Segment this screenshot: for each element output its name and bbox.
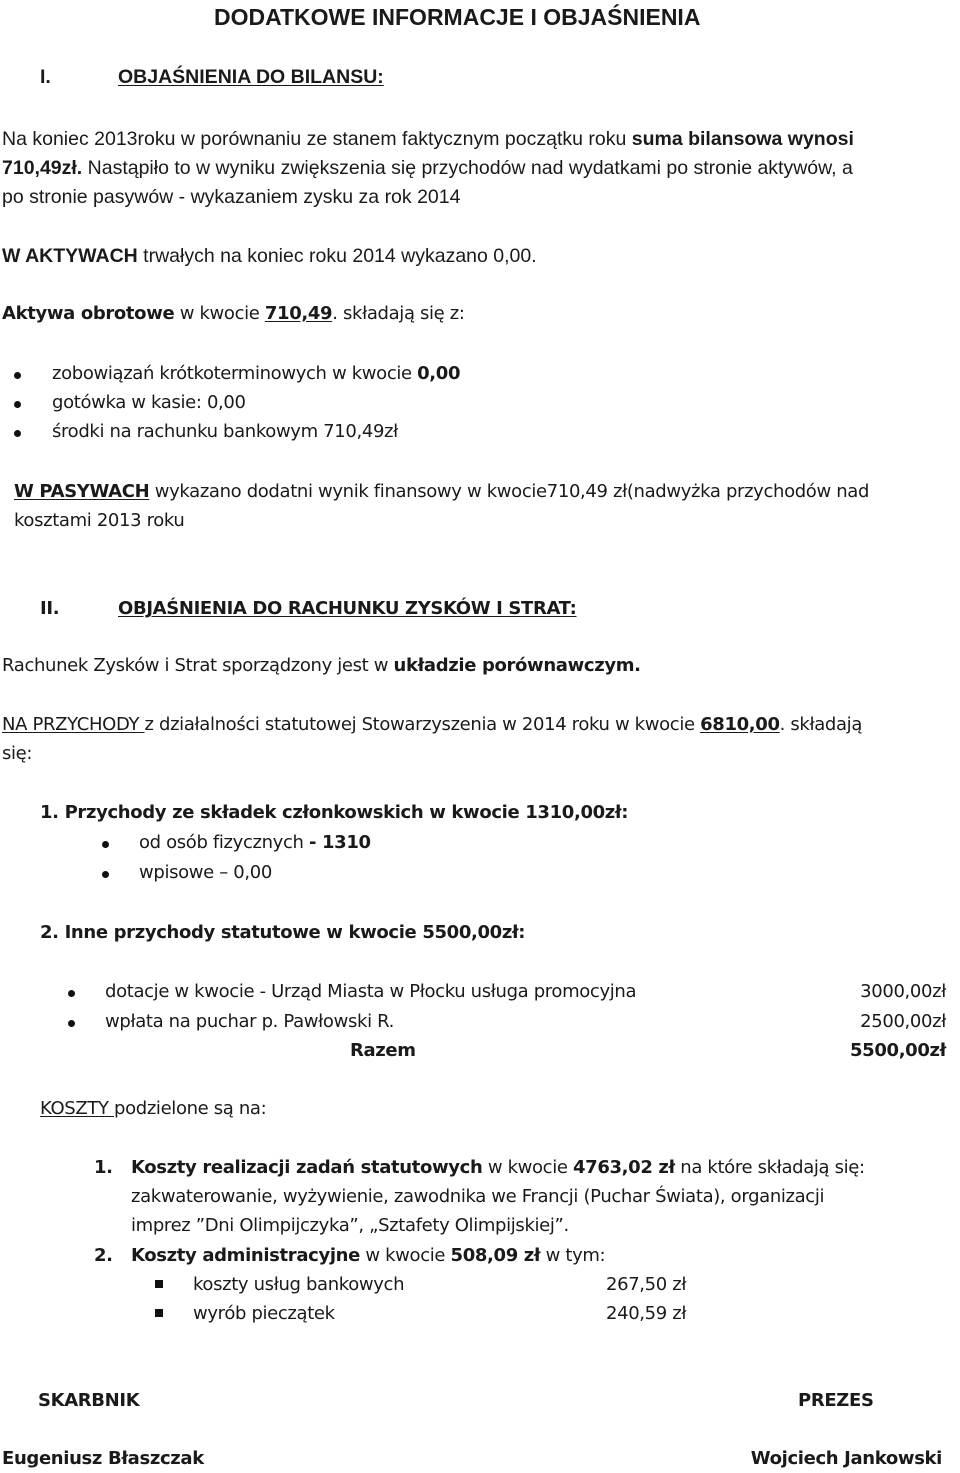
bullet-icon <box>14 372 21 379</box>
przychody-sub-2-heading: 2. Inne przychody statutowe w kwocie 5500,00zł: <box>40 922 526 943</box>
intro-line-2-text: Nastąpiło to w wyniku zwiększenia się przychodów nad wydatkami po stronie aktywów, a <box>82 157 853 179</box>
koszty-2-rest: w tym: <box>540 1245 606 1266</box>
bullet-icon <box>102 871 109 878</box>
sub-2-item-2-text: wpłata na puchar p. Pawłowski R. <box>105 1011 394 1032</box>
aktywa-item-1-value: 0,00 <box>417 363 461 384</box>
sub-1-item-1-text: od osób fizycznych <box>139 832 309 853</box>
koszty-1-line-3: imprez ”Dni Olimpijczyka”, „Sztafety Olimpijskiej”. <box>131 1215 569 1236</box>
aktywa-text: trwałych na koniec roku 2014 wykazano 0,00. <box>137 245 537 267</box>
bullet-icon <box>14 430 21 437</box>
intro-line-3: po stronie pasywów - wykazaniem zysku za rok 2014 <box>2 186 461 208</box>
koszty-2-mid: w kwocie <box>359 1245 451 1266</box>
aktywa-obrotowe-rest: . składają się z: <box>332 303 465 324</box>
przychody-text: z działalności statutowej Stowarzyszenia w 2014 roku w kwocie <box>144 714 701 735</box>
aktywa-item-1-text: zobowiązań krótkoterminowych w kwocie <box>52 363 418 384</box>
koszty-1-line-1 <box>131 1157 865 1178</box>
koszty-1-label: Koszty realizacji zadań statutowych <box>131 1157 483 1178</box>
square-bullet-icon <box>155 1309 163 1317</box>
intro-line-1 <box>2 128 854 151</box>
koszty-2-label: Koszty administracyjne <box>131 1245 360 1266</box>
aktywa-obrotowe-mid: w kwocie <box>174 303 265 324</box>
pasywa-text: wykazano dodatni wynik finansowy w kwocie710,49 zł(nadwyżka przychodów nad <box>149 481 870 502</box>
aktywa-obrotowe-amount: 710,49 <box>264 303 333 324</box>
aktywa-item-2: gotówka w kasie: 0,00 <box>52 392 246 413</box>
razem-label: Razem <box>350 1040 416 1061</box>
pasywa-line-2: kosztami 2013 roku <box>14 510 185 531</box>
koszty-2-number: 2. <box>94 1245 113 1266</box>
sub-1-item-2: wpisowe – 0,00 <box>139 862 272 883</box>
sub-1-item-1 <box>139 832 371 853</box>
pasywa-line-1 <box>14 481 869 502</box>
suma-bilansowa-label: suma bilansowa wynosi <box>631 128 854 150</box>
bullet-icon <box>102 841 109 848</box>
aktywa-obrotowe-line <box>2 303 465 324</box>
koszty-1-amount: 4763,02 zł <box>572 1157 675 1178</box>
signature-left-role: SKARBNIK <box>38 1390 140 1411</box>
sub-1-item-1-value: - 1310 <box>308 832 371 853</box>
square-bullet-icon <box>155 1280 163 1288</box>
przychody-sub-1-heading: 1. Przychody ze składek członkowskich w kwocie 1310,00zł: <box>40 802 629 823</box>
signature-left-name: Eugeniusz Błaszczak <box>2 1448 204 1469</box>
przychody-line-1 <box>2 714 862 735</box>
section-2-heading: OBJAŚNIENIA DO RACHUNKU ZYSKÓW I STRAT: <box>118 598 577 619</box>
bullet-icon <box>14 401 21 408</box>
koszty-label: KOSZTY <box>40 1098 115 1119</box>
bullet-icon <box>68 1020 75 1027</box>
przychody-amount: 6810,00 <box>700 714 780 735</box>
sub-2-item-1-amount: 3000,00zł <box>860 981 946 1002</box>
koszty-1-line-2: zakwaterowanie, wyżywienie, zawodnika we Francji (Puchar Świata), organizacji <box>131 1186 825 1207</box>
rachunek-text: Rachunek Zysków i Strat sporządzony jest w <box>2 655 394 676</box>
intro-line-2 <box>2 157 853 180</box>
sub-2-item-2-amount: 2500,00zł <box>860 1011 946 1032</box>
koszty-1-rest: na które składają się: <box>674 1157 865 1178</box>
suma-bilansowa-value: 710,49zł. <box>2 157 83 179</box>
bullet-icon <box>68 990 75 997</box>
aktywa-item-1 <box>52 363 460 384</box>
koszty-2-item-1-text: koszty usług bankowych <box>193 1274 405 1295</box>
aktywa-trwale-line <box>2 245 537 268</box>
koszty-1-mid: w kwocie <box>482 1157 573 1178</box>
koszty-2-line-1 <box>131 1245 605 1266</box>
rachunek-uklad: układzie porównawczym. <box>393 655 641 676</box>
koszty-text: podzielone są na: <box>114 1098 267 1119</box>
aktywa-obrotowe-label: Aktywa obrotowe <box>2 303 175 324</box>
aktywa-item-3: środki na rachunku bankowym 710,49zł <box>52 421 398 442</box>
przychody-label: NA PRZYCHODY <box>2 714 145 735</box>
section-2-number: II. <box>40 598 60 619</box>
koszty-2-item-1-amount: 267,50 zł <box>606 1274 687 1295</box>
koszty-2-amount: 508,09 zł <box>450 1245 541 1266</box>
razem-amount: 5500,00zł <box>850 1040 946 1061</box>
section-1-number: I. <box>40 66 51 88</box>
rachunek-line <box>2 655 641 676</box>
koszty-2-item-2-amount: 240,59 zł <box>606 1303 687 1324</box>
przychody-rest: . składają <box>779 714 863 735</box>
document-title: DODATKOWE INFORMACJE I OBJAŚNIENIA <box>214 4 701 30</box>
signature-right-name: Wojciech Jankowski <box>750 1448 942 1469</box>
section-1-heading: OBJAŚNIENIA DO BILANSU: <box>118 66 384 88</box>
pasywa-label: W PASYWACH <box>14 481 150 502</box>
koszty-2-item-2-text: wyrób pieczątek <box>193 1303 335 1324</box>
intro-line-1-text: Na koniec 2013roku w porównaniu ze stanem faktycznym początku roku <box>2 128 632 150</box>
przychody-line-2: się: <box>2 743 33 764</box>
koszty-line <box>40 1098 266 1119</box>
signature-right-role: PREZES <box>798 1390 874 1411</box>
koszty-1-number: 1. <box>94 1157 113 1178</box>
aktywa-label: W AKTYWACH <box>2 245 138 267</box>
sub-2-item-1-text: dotacje w kwocie - Urząd Miasta w Płocku usługa promocyjna <box>105 981 637 1002</box>
